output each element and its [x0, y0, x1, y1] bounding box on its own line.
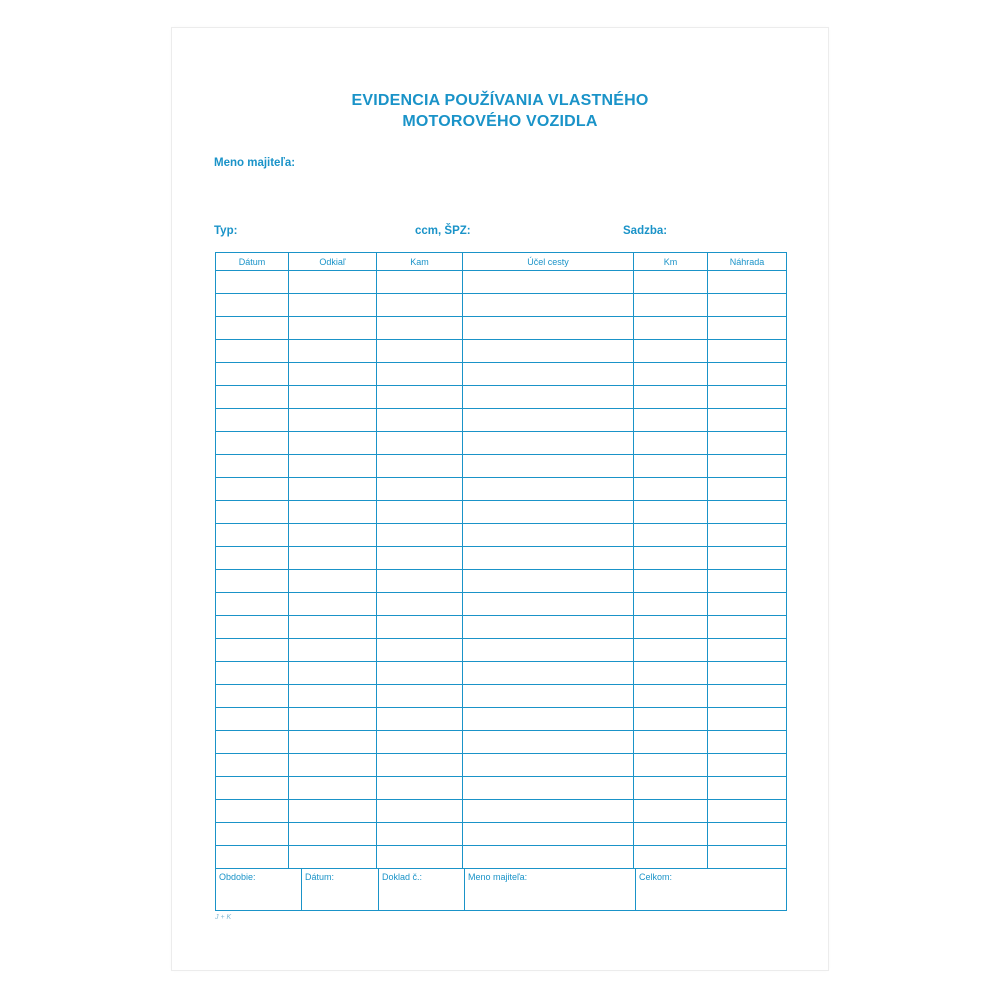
table-cell [463, 409, 634, 432]
trip-log-table [215, 252, 787, 869]
table-cell [463, 294, 634, 317]
table-cell [289, 317, 377, 340]
table-cell [216, 823, 289, 846]
table-cell [216, 271, 289, 294]
table-row [216, 777, 787, 800]
table-cell [377, 409, 463, 432]
table-cell [634, 409, 708, 432]
table-cell [216, 570, 289, 593]
owner-name-field: Meno majiteľa: [465, 869, 636, 911]
table-cell [377, 271, 463, 294]
title-line-2: MOTOROVÉHO VOZIDLA [402, 113, 598, 130]
table-cell [463, 524, 634, 547]
column-header-km: Km [634, 253, 708, 271]
table-cell [708, 570, 787, 593]
form-title [172, 90, 828, 132]
document-number-field: Doklad č.: [379, 869, 465, 911]
table-row [216, 754, 787, 777]
table-cell [634, 363, 708, 386]
table-header-row [216, 253, 787, 271]
table-cell [463, 455, 634, 478]
vehicle-type-label: Typ: [214, 225, 238, 237]
table-row [216, 317, 787, 340]
table-cell [634, 593, 708, 616]
table-cell [377, 570, 463, 593]
table-cell [377, 432, 463, 455]
table-cell [216, 662, 289, 685]
table-cell [216, 800, 289, 823]
table-cell [634, 731, 708, 754]
table-cell [289, 777, 377, 800]
table-row [216, 432, 787, 455]
table-cell [708, 386, 787, 409]
table-cell [708, 639, 787, 662]
table-cell [289, 593, 377, 616]
table-cell [216, 363, 289, 386]
table-cell [377, 685, 463, 708]
table-cell [463, 823, 634, 846]
table-cell [463, 501, 634, 524]
table-cell [377, 478, 463, 501]
table-cell [289, 570, 377, 593]
table-cell [463, 639, 634, 662]
table-row [216, 409, 787, 432]
table-cell [634, 455, 708, 478]
table-cell [708, 478, 787, 501]
table-cell [634, 294, 708, 317]
table-cell [634, 524, 708, 547]
table-cell [377, 800, 463, 823]
table-row [216, 639, 787, 662]
table-cell [377, 616, 463, 639]
table-cell [216, 593, 289, 616]
table-cell [708, 340, 787, 363]
table-cell [289, 685, 377, 708]
table-row [216, 731, 787, 754]
table-cell [634, 777, 708, 800]
table-cell [463, 593, 634, 616]
table-cell [216, 777, 289, 800]
table-cell [289, 455, 377, 478]
summary-row [216, 869, 787, 911]
table-cell [463, 846, 634, 869]
table-cell [708, 294, 787, 317]
table-cell [708, 501, 787, 524]
table-row [216, 455, 787, 478]
ccm-plate-label: ccm, ŠPZ: [415, 225, 471, 237]
table-cell [708, 593, 787, 616]
table-cell [708, 432, 787, 455]
table-cell [634, 685, 708, 708]
table-cell [463, 317, 634, 340]
table-row [216, 708, 787, 731]
table-row [216, 800, 787, 823]
table-cell [289, 340, 377, 363]
table-cell [289, 501, 377, 524]
table-row [216, 685, 787, 708]
table-cell [377, 294, 463, 317]
table-cell [289, 271, 377, 294]
table-cell [216, 317, 289, 340]
table-cell [634, 616, 708, 639]
table-cell [216, 639, 289, 662]
table-cell [216, 501, 289, 524]
table-cell [289, 846, 377, 869]
table-row [216, 846, 787, 869]
table-cell [377, 639, 463, 662]
table-cell [216, 386, 289, 409]
table-cell [377, 547, 463, 570]
table-cell [216, 685, 289, 708]
table-row [216, 662, 787, 685]
table-cell [634, 823, 708, 846]
table-cell [708, 662, 787, 685]
total-field: Celkom: [636, 869, 787, 911]
table-cell [216, 340, 289, 363]
table-cell [708, 547, 787, 570]
table-cell [463, 731, 634, 754]
table-cell [216, 547, 289, 570]
table-cell [377, 455, 463, 478]
table-row [216, 547, 787, 570]
table-cell [377, 708, 463, 731]
table-cell [634, 501, 708, 524]
table-row [216, 616, 787, 639]
table-cell [463, 708, 634, 731]
table-cell [289, 363, 377, 386]
table-cell [708, 524, 787, 547]
table-cell [634, 662, 708, 685]
table-cell [377, 777, 463, 800]
table-cell [708, 317, 787, 340]
owner-name-label: Meno majiteľa: [214, 157, 296, 169]
table-cell [216, 846, 289, 869]
column-header-date: Dátum [216, 253, 289, 271]
table-row [216, 501, 787, 524]
table-cell [463, 478, 634, 501]
table-cell [634, 386, 708, 409]
table-cell [377, 524, 463, 547]
table-row [216, 570, 787, 593]
table-cell [708, 800, 787, 823]
table-row [216, 386, 787, 409]
table-cell [216, 616, 289, 639]
table-cell [634, 570, 708, 593]
table-cell [377, 662, 463, 685]
table-cell [708, 823, 787, 846]
table-cell [289, 731, 377, 754]
table-cell [463, 432, 634, 455]
table-cell [216, 432, 289, 455]
table-cell [463, 616, 634, 639]
table-cell [634, 754, 708, 777]
table-row [216, 294, 787, 317]
table-cell [289, 386, 377, 409]
table-cell [708, 754, 787, 777]
table-cell [377, 731, 463, 754]
table-cell [377, 501, 463, 524]
title-line-1: EVIDENCIA POUŽÍVANIA VLASTNÉHO [351, 92, 649, 109]
table-cell [289, 524, 377, 547]
table-cell [463, 271, 634, 294]
table-cell [634, 846, 708, 869]
table-cell [216, 409, 289, 432]
table-cell [708, 731, 787, 754]
table-cell [634, 547, 708, 570]
table-cell [377, 593, 463, 616]
table-cell [216, 754, 289, 777]
table-cell [463, 340, 634, 363]
table-row [216, 340, 787, 363]
table-cell [708, 616, 787, 639]
table-cell [216, 524, 289, 547]
table-cell [463, 662, 634, 685]
summary-table [215, 868, 787, 911]
table-row [216, 823, 787, 846]
table-cell [634, 317, 708, 340]
table-cell [463, 570, 634, 593]
table-cell [708, 455, 787, 478]
table-row [216, 524, 787, 547]
column-header-purpose: Účel cesty [463, 253, 634, 271]
table-row [216, 363, 787, 386]
table-cell [377, 340, 463, 363]
table-cell [463, 386, 634, 409]
date-field: Dátum: [302, 869, 379, 911]
table-cell [377, 386, 463, 409]
table-cell [634, 639, 708, 662]
table-cell [463, 363, 634, 386]
rate-label: Sadzba: [623, 225, 668, 237]
table-cell [463, 685, 634, 708]
table-cell [289, 478, 377, 501]
table-cell [216, 731, 289, 754]
table-cell [377, 363, 463, 386]
table-cell [289, 294, 377, 317]
table-row [216, 271, 787, 294]
column-header-from: Odkiaľ [289, 253, 377, 271]
table-cell [216, 478, 289, 501]
table-cell [634, 708, 708, 731]
table-cell [463, 800, 634, 823]
table-cell [634, 271, 708, 294]
table-cell [708, 363, 787, 386]
table-cell [708, 708, 787, 731]
table-cell [708, 409, 787, 432]
table-cell [708, 685, 787, 708]
table-cell [289, 708, 377, 731]
table-cell [634, 432, 708, 455]
column-header-compensation: Náhrada [708, 253, 787, 271]
table-cell [634, 478, 708, 501]
table-cell [289, 823, 377, 846]
table-cell [377, 754, 463, 777]
table-cell [216, 294, 289, 317]
table-cell [377, 823, 463, 846]
table-cell [289, 662, 377, 685]
column-header-to: Kam [377, 253, 463, 271]
table-cell [289, 639, 377, 662]
table-cell [216, 708, 289, 731]
table-cell [289, 616, 377, 639]
table-cell [634, 340, 708, 363]
table-row [216, 593, 787, 616]
table-cell [463, 754, 634, 777]
trip-log-body [216, 271, 787, 869]
table-cell [463, 547, 634, 570]
publisher-mark: J + K [215, 914, 232, 921]
form-sheet [172, 28, 828, 970]
table-cell [377, 317, 463, 340]
table-row [216, 478, 787, 501]
table-cell [289, 432, 377, 455]
table-cell [708, 846, 787, 869]
table-cell [289, 754, 377, 777]
table-cell [216, 455, 289, 478]
table-cell [634, 800, 708, 823]
table-cell [377, 846, 463, 869]
table-cell [289, 800, 377, 823]
table-cell [289, 409, 377, 432]
table-cell [289, 547, 377, 570]
table-cell [708, 271, 787, 294]
table-cell [708, 777, 787, 800]
period-field: Obdobie: [216, 869, 302, 911]
table-cell [463, 777, 634, 800]
